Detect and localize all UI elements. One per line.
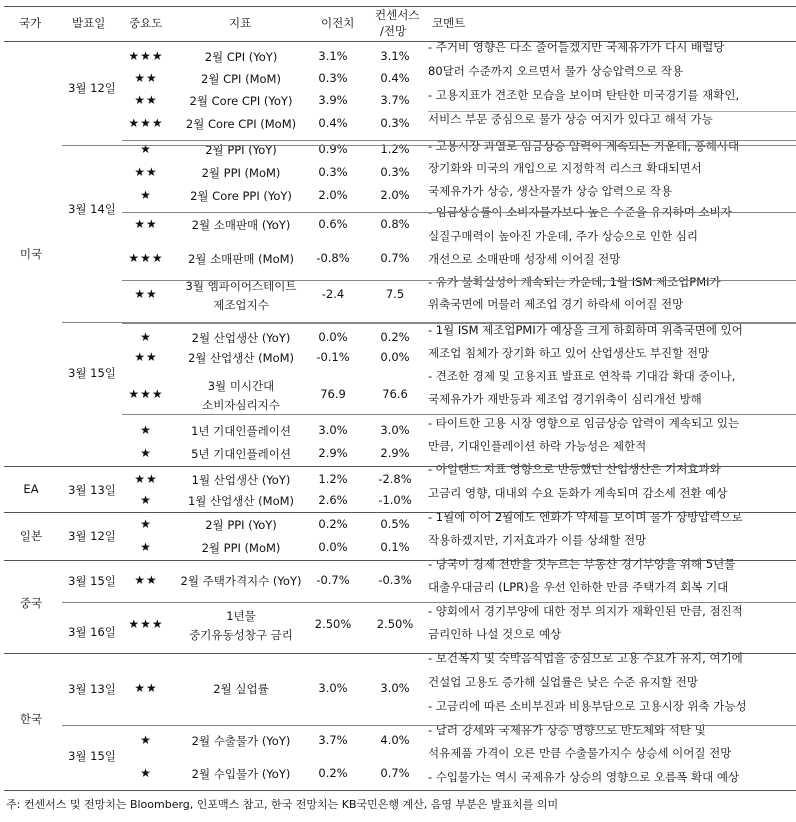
importance-stars: ★★ [134, 71, 158, 85]
consensus-value: 1.2% [380, 142, 410, 156]
consensus-value: 0.3% [380, 116, 410, 130]
comment-line: 건설업 고용도 증가해 실업률은 낮은 수준 유지할 전망 [428, 675, 698, 689]
comment-line: 서비스 부문 중심으로 물가 상승 여지가 있다고 해석 가능 [428, 112, 713, 126]
importance-stars: ★★ [134, 165, 158, 179]
previous-value: 0.9% [318, 142, 348, 156]
country-label: 미국 [19, 247, 43, 261]
comment-line: 대출우대금리 (LPR)을 우선 인하한 만큼 주택가격 회복 기대 [428, 580, 729, 594]
comment-line: - 보건복지 및 숙박음식업을 중심으로 고용 수요가 유지, 여기에 [428, 651, 743, 665]
previous-value: 0.3% [318, 71, 348, 85]
comment-line: 국제유가가 재반등과 제조업 경기위축이 심리개선 방해 [428, 392, 702, 406]
comment-line: 고금리 영향, 대내외 수요 둔화가 계속되며 감소세 전환 예상 [428, 486, 728, 500]
previous-value: 2.6% [318, 493, 348, 507]
country-divider [4, 560, 796, 561]
comment-line: 장기화와 미국의 개입으로 지정학적 리스크 확대되면서 [428, 161, 702, 175]
indicator-name: 2월 CPI (YoY) [204, 50, 278, 64]
comment-line: - 달러 강세와 국제유가 상승 영향으로 반도체와 석탄 및 [428, 723, 706, 737]
release-date: 3월 12일 [68, 81, 116, 95]
previous-value: 0.2% [318, 517, 348, 531]
importance-stars: ★★ [134, 287, 158, 301]
indicator-name: 3월 미시간대 [207, 379, 275, 393]
country-label: EA [23, 482, 39, 496]
header-country: 국가 [19, 16, 42, 30]
comment-line: - 수입물가는 역시 국제유가 상승의 영향으로 오름폭 확대 예상 [428, 770, 740, 784]
release-date: 3월 15일 [68, 366, 116, 380]
comment-line: 위축국면에 머물러 제조업 경기 하락세 이어질 전망 [428, 297, 684, 311]
previous-value: 0.3% [318, 165, 348, 179]
row-divider [62, 725, 796, 726]
importance-stars: ★★★ [128, 49, 164, 63]
row-divider [62, 602, 796, 603]
comment-line: - 고용지표가 견조한 모습을 보이며 탄탄한 미국경기를 재확인, [428, 88, 740, 102]
consensus-value: -2.8% [378, 472, 412, 486]
header-comment: 코멘트 [432, 16, 466, 30]
indicator-name: 2월 실업률 [213, 682, 269, 696]
indicator-name-line2: 소비자심리지수 [202, 398, 280, 412]
comment-line: 국제유가가 상승, 생산자물가 상승 압력으로 작용 [428, 184, 673, 198]
consensus-value: 2.50% [376, 617, 414, 631]
previous-value: 76.9 [320, 387, 346, 401]
comment-line: - 고금리에 따른 소비부진과 비용부담으로 고용시장 위축 가능성 [428, 699, 747, 713]
previous-value: 0.6% [318, 217, 348, 231]
consensus-value: -0.3% [378, 573, 412, 587]
country-divider [4, 466, 796, 467]
previous-value: 0.4% [318, 116, 348, 130]
importance-stars: ★ [140, 766, 152, 780]
indicator-name: 2월 PPI (YoY) [205, 143, 277, 157]
importance-stars: ★★★ [128, 251, 164, 265]
consensus-value: 7.5 [385, 287, 405, 301]
indicator-name: 1년물 [226, 609, 256, 623]
header-consensus-sub: /전망 [380, 24, 407, 38]
comment-line: 80달러 수준까지 오르면서 물가 상승압력으로 작용 [428, 64, 684, 78]
release-date: 3월 13일 [68, 483, 116, 497]
indicator-name: 2월 산업생산 (YoY) [191, 331, 291, 345]
row-divider [62, 145, 796, 146]
previous-value: -2.4 [321, 287, 345, 301]
comment-line: - 주거비 영향은 다소 줄어들겠지만 국제유가가 다시 배럴당 [428, 40, 725, 54]
release-date: 3월 12일 [68, 529, 116, 543]
row-divider [122, 212, 796, 213]
indicator-name: 2월 Core CPI (MoM) [185, 117, 297, 131]
indicator-name: 2월 주택가격지수 (YoY) [180, 574, 302, 588]
release-date: 3월 16일 [68, 625, 116, 639]
consensus-value: 2.0% [380, 188, 410, 202]
previous-value: 0.0% [318, 330, 348, 344]
row-divider [122, 323, 796, 324]
release-date: 3월 14일 [68, 202, 116, 216]
previous-value: 3.0% [318, 423, 348, 437]
previous-value: -0.8% [316, 251, 350, 265]
release-date: 3월 13일 [68, 682, 116, 696]
consensus-value: 76.6 [382, 387, 408, 401]
consensus-value: 0.1% [380, 540, 410, 554]
row-divider [62, 322, 796, 323]
indicator-name: 3월 엠파이어스테이트 [185, 279, 297, 293]
header-indicator: 지표 [229, 16, 252, 30]
country-divider [4, 653, 796, 654]
indicator-name: 2월 PPI (YoY) [205, 518, 277, 532]
previous-value: 1.2% [318, 472, 348, 486]
comment-line: - 당국이 경제 전반을 짓누르는 부동산 경기부양을 위해 5년물 [428, 557, 736, 571]
indicator-name: 2월 Core CPI (YoY) [189, 94, 293, 108]
consensus-value: -1.0% [378, 493, 412, 507]
release-date: 3월 15일 [68, 574, 116, 588]
comment-line: - 아일랜드 지표 영향으로 반등했던 산업생산은 기저효과와 [428, 462, 721, 476]
consensus-value: 0.3% [380, 165, 410, 179]
header-date: 발표일 [72, 16, 106, 30]
indicator-name: 2월 수입물가 (YoY) [191, 767, 291, 781]
row-divider [122, 140, 796, 141]
comment-line: - 양회에서 경기부양에 대한 정부 의지가 재확인된 만큼, 점진적 [428, 604, 743, 618]
previous-value: -0.7% [316, 573, 350, 587]
consensus-value: 3.1% [380, 49, 410, 63]
consensus-value: 0.2% [380, 330, 410, 344]
country-label: 일본 [19, 529, 43, 543]
indicator-name: 2월 소매판매 (MoM) [187, 252, 295, 266]
indicator-name: 2월 산업생산 (MoM) [187, 351, 295, 365]
header-previous: 이전치 [321, 16, 355, 30]
previous-value: 3.9% [318, 93, 348, 107]
previous-value: 2.0% [318, 188, 348, 202]
importance-stars: ★ [140, 540, 152, 554]
previous-value: 3.1% [318, 49, 348, 63]
indicator-name: 1월 산업생산 (MoM) [187, 494, 295, 508]
previous-value: 2.50% [314, 617, 352, 631]
importance-stars: ★ [140, 517, 152, 531]
consensus-value: 0.7% [380, 766, 410, 780]
previous-value: -0.1% [316, 350, 350, 364]
indicator-name-line2: 중기유동성창구 금리 [189, 628, 293, 642]
indicator-name: 5년 기대인플레이션 [191, 447, 291, 461]
previous-value: 0.0% [318, 540, 348, 554]
consensus-value: 3.0% [380, 681, 410, 695]
comment-line: 실질구매력이 높아진 가운데, 주가 상승으로 인한 심리 [428, 229, 698, 243]
header-consensus: 컨센서스 [375, 8, 420, 22]
country-label: 한국 [19, 712, 43, 726]
previous-value: 3.0% [318, 681, 348, 695]
indicator-name: 2월 PPI (MoM) [201, 166, 281, 180]
comment-line: - 임금상승률이 소비자물가보다 높은 수준을 유지하며 소비자 [428, 205, 732, 219]
importance-stars: ★ [140, 493, 152, 507]
bottom-border [4, 790, 796, 791]
comment-line: - 타이트한 고용 시장 영향으로 임금상승 압력이 계속되고 있는 [428, 416, 740, 430]
importance-stars: ★★ [134, 472, 158, 486]
indicator-name: 2월 PPI (MoM) [201, 541, 281, 555]
previous-value: 0.2% [318, 766, 348, 780]
comment-line: - 견조한 경제 및 고용지표 발표로 연착륙 기대감 확대 중이나, [428, 369, 736, 383]
indicator-name: 2월 소매판매 (YoY) [191, 218, 291, 232]
indicator-name-line2: 제조업지수 [213, 298, 269, 312]
importance-stars: ★★★ [128, 116, 164, 130]
footnote: 주: 컨센서스 및 전망치는 Bloomberg, 인포맥스 참고, 한국 전망치는 KB국민은행 계산, 음영 부분은 발표치를 의미 [6, 798, 559, 811]
comment-line: 금리인하 나설 것으로 예상 [428, 627, 562, 641]
previous-value: 3.7% [318, 733, 348, 747]
top-border [4, 6, 796, 7]
indicator-name: 2월 수출물가 (YoY) [191, 734, 291, 748]
importance-stars: ★★ [134, 681, 158, 695]
comment-line: 만큼, 기대인플레이션 하락 가능성은 제한적 [428, 439, 647, 453]
consensus-value: 0.7% [380, 251, 410, 265]
consensus-value: 0.0% [380, 350, 410, 364]
importance-stars: ★★★ [128, 617, 164, 631]
importance-stars: ★ [140, 423, 152, 437]
country-label: 중국 [19, 596, 43, 610]
comment-line: - 1월 ISM 제조업PMI가 예상을 크게 하회하며 위축국면에 있어 [428, 323, 743, 337]
importance-stars: ★ [140, 330, 152, 344]
indicator-name: 2월 CPI (MoM) [201, 72, 281, 86]
importance-stars: ★ [140, 142, 152, 156]
comment-line: 석유제품 가격이 오른 만큼 수출물가지수 상승세 이어질 전망 [428, 746, 732, 760]
importance-stars: ★ [140, 188, 152, 202]
indicator-name: 2월 Core PPI (YoY) [190, 189, 292, 203]
previous-value: 2.9% [318, 446, 348, 460]
importance-stars: ★★ [134, 573, 158, 587]
header-importance: 중요도 [129, 16, 163, 30]
row-divider [122, 280, 796, 281]
indicator-name: 1년 기대인플레이션 [191, 424, 291, 438]
consensus-value: 0.4% [380, 71, 410, 85]
row-divider [122, 414, 796, 415]
release-date: 3월 15일 [68, 749, 116, 763]
consensus-value: 2.9% [380, 446, 410, 460]
importance-stars: ★ [140, 733, 152, 747]
row-divider [428, 111, 796, 112]
comment-line: - 고용시장 과열로 임금상승 압력이 계속되는 가운데, 홍해사태 [428, 139, 740, 153]
comment-line: 개선으로 소매판매 성장세 이어질 전망 [428, 252, 621, 266]
consensus-value: 0.5% [380, 517, 410, 531]
importance-stars: ★★ [134, 217, 158, 231]
country-divider [4, 512, 796, 513]
comment-line: - 1월에 이어 2월에도 엔화가 약세를 보이며 물가 상방압력으로 [428, 510, 743, 524]
consensus-value: 3.0% [380, 423, 410, 437]
consensus-value: 3.7% [380, 93, 410, 107]
importance-stars: ★ [140, 446, 152, 460]
indicator-name: 1월 산업생산 (YoY) [191, 473, 291, 487]
importance-stars: ★★★ [128, 387, 164, 401]
comment-line: - 유가 불확실성이 계속되는 가운데, 1월 ISM 제조업PMI가 [428, 275, 721, 289]
consensus-value: 4.0% [380, 733, 410, 747]
consensus-value: 0.8% [380, 217, 410, 231]
importance-stars: ★★ [134, 350, 158, 364]
importance-stars: ★★ [134, 93, 158, 107]
comment-line: 작용하겠지만, 기저효과가 이를 상쇄할 전망 [428, 533, 647, 547]
comment-line: 제조업 침체가 장기화 하고 있어 산업생산도 부진할 전망 [428, 346, 710, 360]
